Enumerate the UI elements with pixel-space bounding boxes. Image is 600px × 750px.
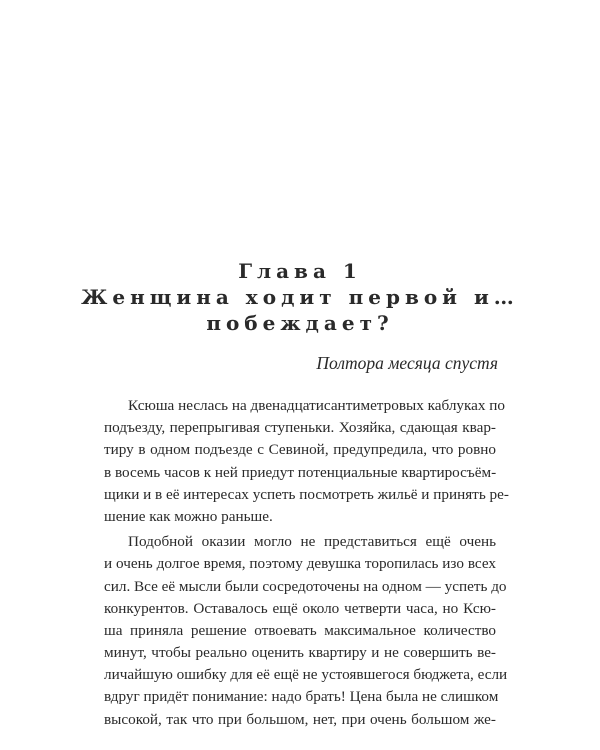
text-line: тиру в одном подъезде с Севиной, предупредила, что ровно — [104, 441, 496, 459]
text-line: ша приняла решение отвоевать максимальное количество — [104, 621, 496, 639]
text-line: сил. Все её мысли были сосредоточены на одном — успеть до — [104, 577, 507, 595]
chapter-title-line-1: Женщина ходит первой и… — [81, 285, 519, 309]
text-line: Ксюша неслась на двенадцатисантиметровых каблуках по — [128, 397, 505, 414]
text-line: и очень долгое время, поэтому девушка торопилась изо всех — [104, 555, 496, 573]
text-line: подъезду, перепрыгивая ступеньки. Хозяйка, сдающая квар- — [104, 419, 496, 437]
body-text — [104, 395, 509, 731]
text-line: щики и в её интересах успеть посмотреть жильё и принять ре- — [104, 485, 509, 503]
text-line: в восемь часов к ней приедут потенциальные квартиросъём- — [104, 463, 497, 481]
chapter-title-line-2: побеждает? — [206, 311, 394, 335]
epigraph: Полтора месяца спустя — [316, 353, 498, 373]
text-line: конкурентов. Оставалось ещё около четверти часа, но Ксю- — [104, 599, 496, 617]
text-line: шение как можно раньше. — [104, 507, 273, 525]
text-line: высокой, так что при большом, нет, при очень большом же- — [104, 710, 496, 728]
text-line: минут, чтобы реально оценить квартиру и не совершить ве- — [104, 644, 496, 662]
text-line: вдруг придёт понимание: надо брать! Цена была не слишком — [104, 688, 499, 706]
text-line: личайшую ошибку для её ещё не устоявшегося бюджета, если — [104, 666, 508, 684]
paragraph-1 — [104, 395, 509, 528]
chapter-heading — [0, 258, 600, 336]
paragraph-2 — [104, 531, 508, 731]
text-line: Подобной оказии могло не представиться ещё очень — [128, 533, 496, 551]
chapter-number: Глава 1 — [238, 259, 362, 283]
